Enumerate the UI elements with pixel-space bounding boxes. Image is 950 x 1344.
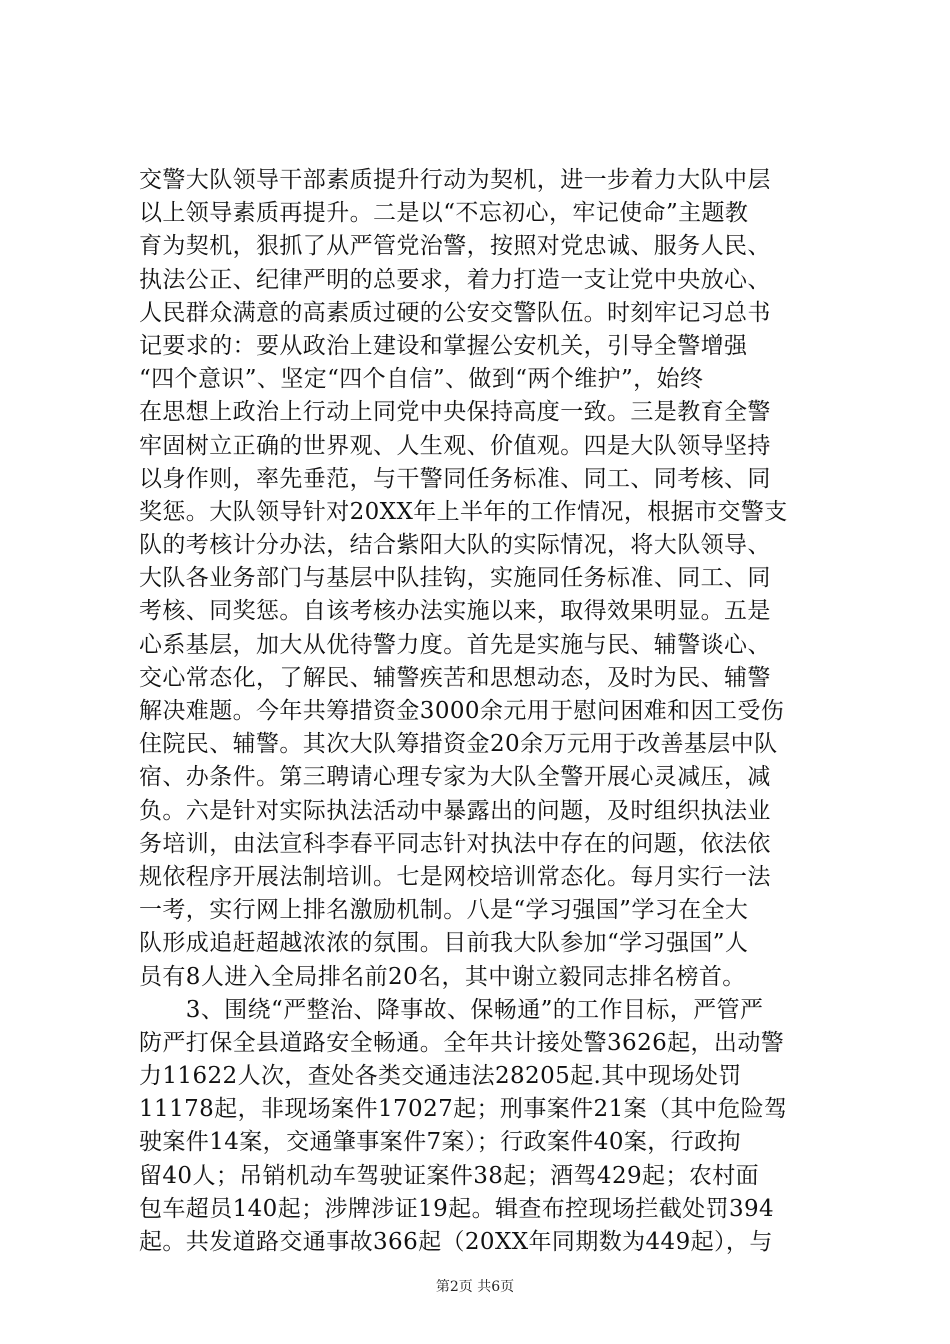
- page-indicator: 第2页 共6页: [435, 1279, 515, 1295]
- text-line: 包车超员140起；涉牌涉证19起。辑查布控现场拦截处罚394: [139, 1195, 775, 1222]
- text-line: 人民群众满意的高素质过硬的公安交警队伍。时刻牢记习总书: [139, 299, 771, 326]
- text-line: 以身作则，率先垂范，与干警同任务标准、同工、同考核、同: [139, 465, 771, 492]
- text-line: 考核、同奖惩。自该考核办法实施以来，取得效果明显。五是: [139, 598, 771, 625]
- text-line: 驶案件14案，交通肇事案件7案）；行政案件40案，行政拘: [139, 1129, 741, 1156]
- text-line: 员有8人进入全局排名前20名，其中谢立毅同志排名榜首。: [139, 963, 746, 990]
- text-line: 交心常态化，了解民、辅警疾苦和思想动态，及时为民、辅警: [139, 664, 771, 691]
- text-line: 防严打保全县道路安全畅通。全年共计接处警3626起，出动警: [139, 1029, 785, 1056]
- text-line: 在思想上政治上行动上同党中央保持高度一致。三是教育全警: [139, 399, 771, 426]
- text-line: 以上领导素质再提升。二是以“不忘初心，牢记使命”主题教: [139, 200, 749, 227]
- text-line: 记要求的：要从政治上建设和掌握公安机关，引导全警增强: [139, 332, 748, 359]
- text-line: 队形成追赶超越浓浓的氛围。目前我大队参加“学习强国”人: [139, 930, 749, 957]
- text-line: 3、围绕“严整治、降事故、保畅通”的工作目标，严管严: [139, 996, 764, 1023]
- text-line: 队的考核计分办法，结合紫阳大队的实际情况，将大队领导、: [139, 532, 771, 559]
- text-line: 心系基层，加大从优待警力度。首先是实施与民、辅警谈心、: [139, 631, 771, 658]
- text-line: 育为契机，狠抓了从严管党治警，按照对党忠诚、服务人民、: [139, 233, 771, 260]
- text-line: 奖惩。大队领导针对20XX年上半年的工作情况，根据市交警支: [139, 498, 788, 525]
- text-line: 解决难题。今年共筹措资金3000余元用于慰问困难和因工受伤: [139, 698, 785, 724]
- text-line: 力11622人次，查处各类交通违法28205起.其中现场处罚: [139, 1063, 742, 1090]
- text-line: 交警大队领导干部素质提升行动为契机，进一步着力大队中层: [139, 167, 771, 193]
- text-line: 牢固树立正确的世界观、人生观、价值观。四是大队领导坚持: [139, 432, 771, 459]
- text-line: 规依程序开展法制培训。七是网校培训常态化。每月实行一法: [139, 863, 771, 890]
- text-line: 执法公正、纪律严明的总要求，着力打造一支让党中央放心、: [139, 266, 771, 293]
- text-line: 住院民、辅警。其次大队筹措资金20余万元用于改善基层中队: [139, 731, 778, 758]
- text-line: 一考，实行网上排名激励机制。八是“学习强国”学习在全大: [139, 897, 749, 924]
- text-line: 宿、办条件。第三聘请心理专家为大队全警开展心灵减压，减: [139, 764, 771, 791]
- body-text: [139, 164, 827, 1259]
- text-line: “四个意识”、坚定“四个自信”、做到“两个维护”，始终: [139, 366, 704, 393]
- text-line: 留40人；吊销机动车驾驶证案件38起；酒驾429起；农村面: [139, 1162, 760, 1189]
- page-footer: [0, 1276, 950, 1296]
- text-line: 11178起，非现场案件17027起；刑事案件21案（其中危险驾: [139, 1096, 788, 1123]
- text-line: 大队各业务部门与基层中队挂钩，实施同任务标准、同工、同: [139, 565, 771, 592]
- text-line: 负。六是针对实际执法活动中暴露出的问题，及时组织执法业: [139, 797, 771, 824]
- text-line: 起。共发道路交通事故366起（20XX年同期数为449起），与: [139, 1229, 773, 1255]
- text-line: 务培训，由法宣科李春平同志针对执法中存在的问题，依法依: [139, 830, 771, 857]
